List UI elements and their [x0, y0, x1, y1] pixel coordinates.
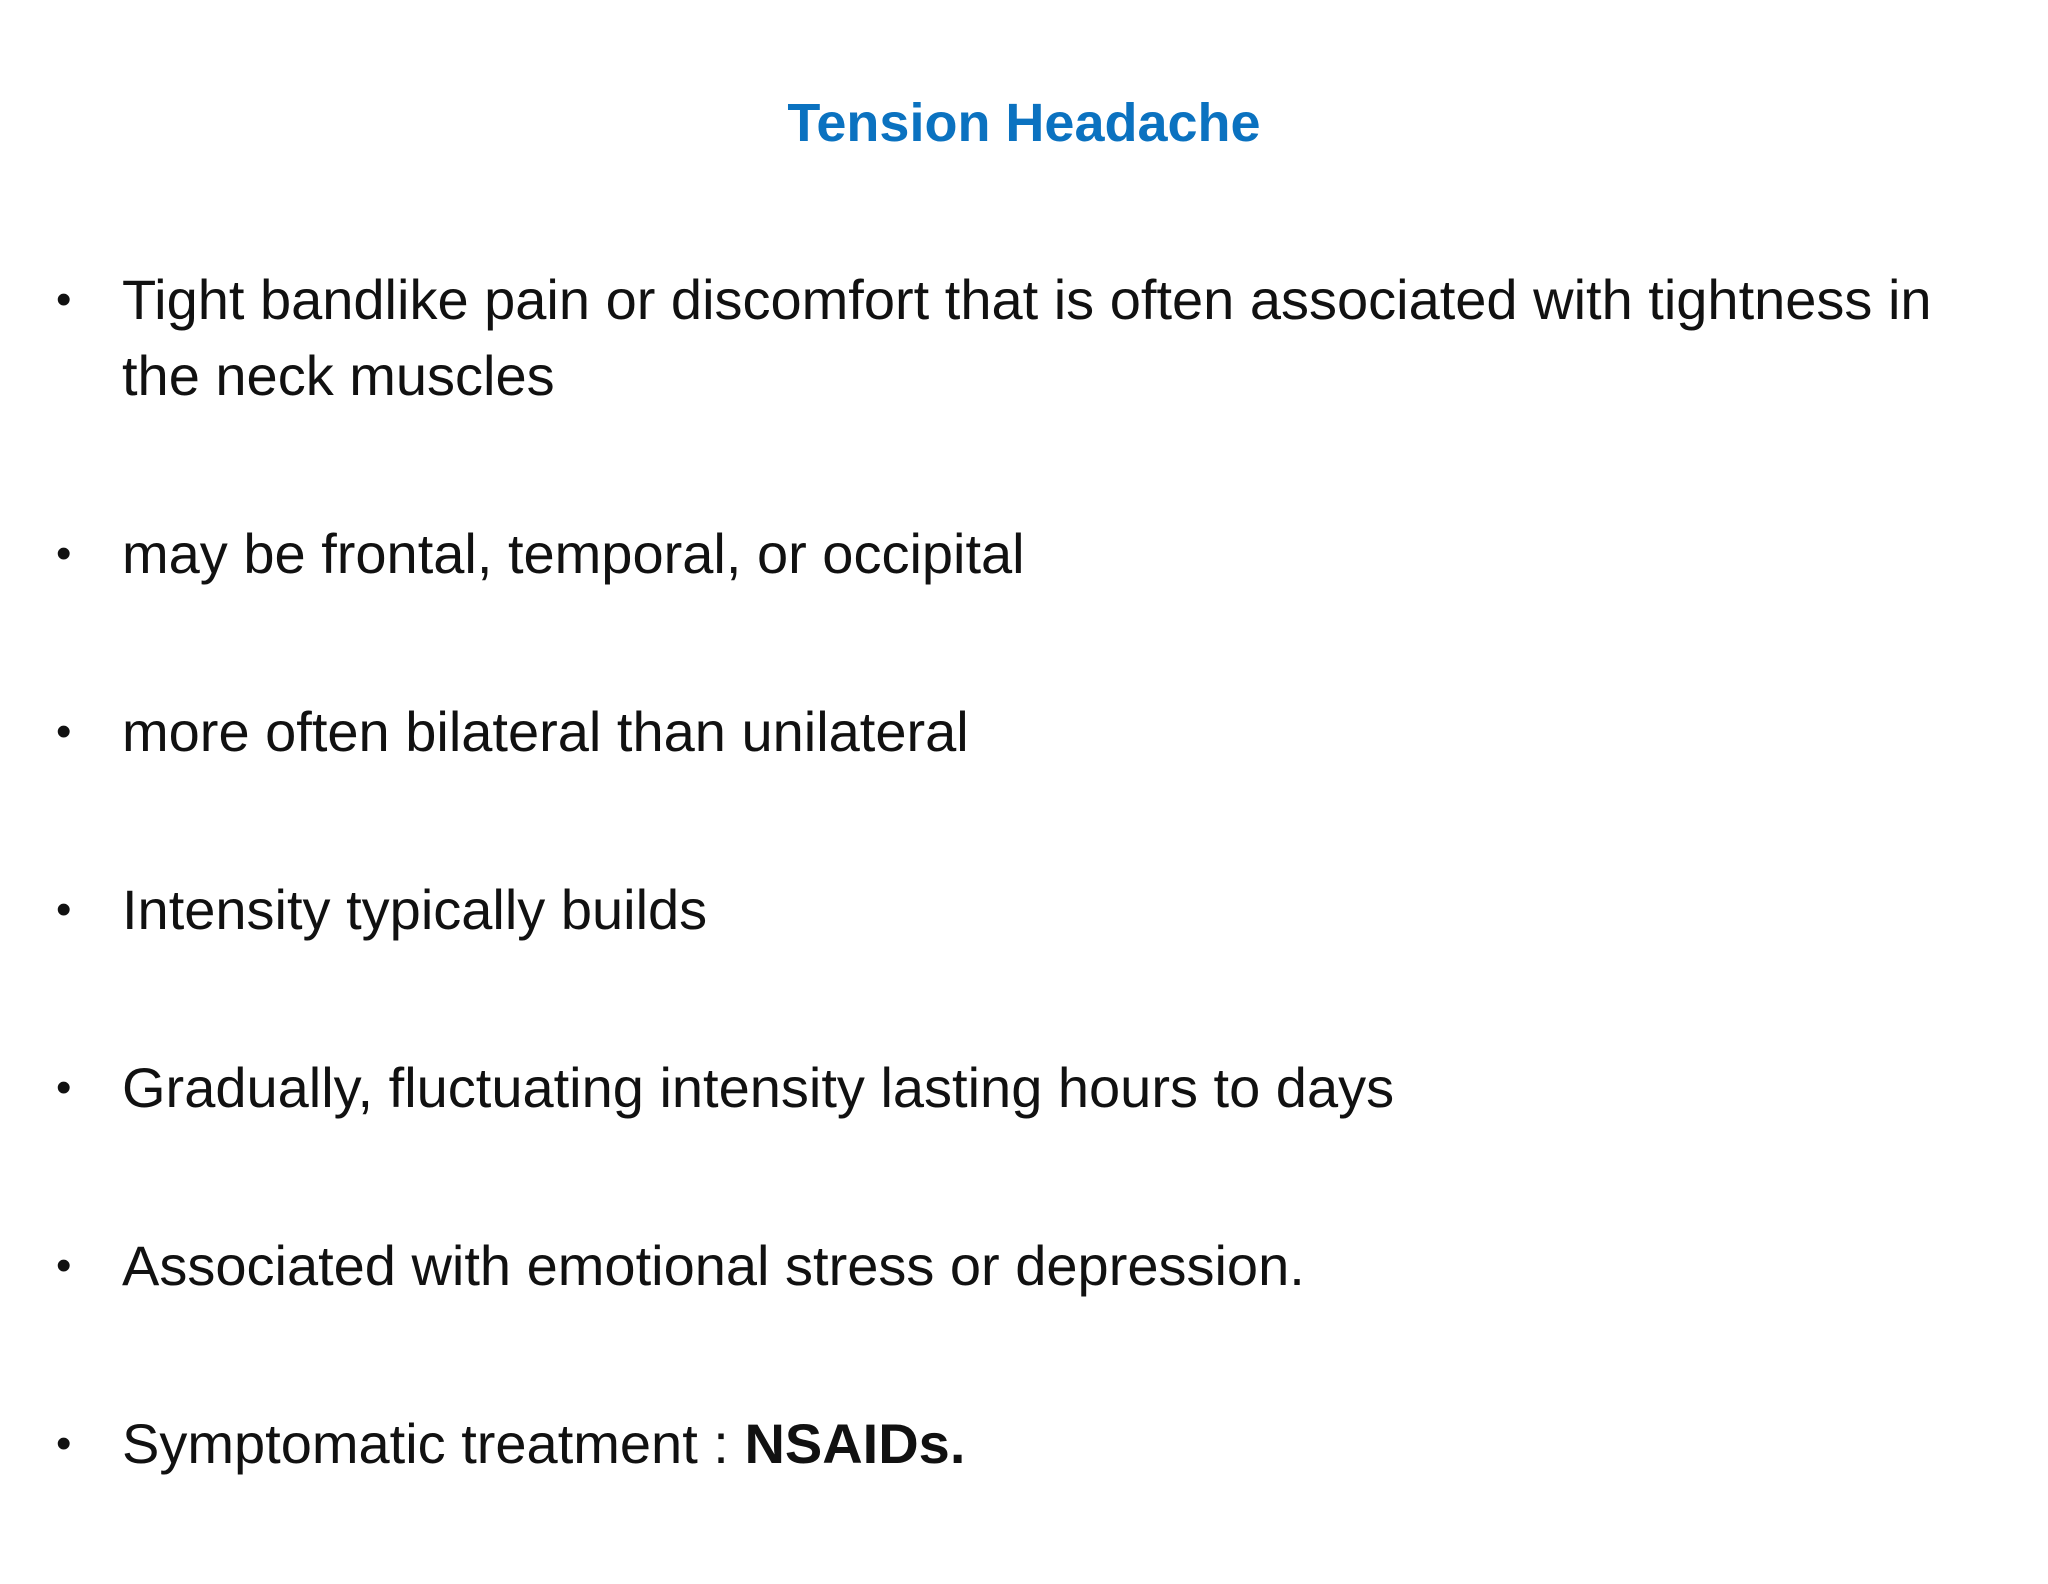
- bullet-text: Symptomatic treatment :: [122, 1412, 745, 1475]
- bullet-icon: •: [56, 707, 72, 756]
- bullet-bold-text: NSAIDs.: [744, 1412, 966, 1475]
- bullet-text: Tight bandlike pain or discomfort that is often associated with tightness in the neck muscles: [122, 268, 1932, 407]
- bullet-item: [52, 1050, 2002, 1126]
- bullet-icon: •: [56, 275, 72, 324]
- bullet-icon: •: [56, 885, 72, 934]
- slide-title: Tension Headache: [787, 93, 1261, 153]
- bullet-text: Associated with emotional stress or depression.: [122, 1234, 1305, 1297]
- bullet-icon: •: [56, 1063, 72, 1112]
- bullet-item: [52, 1406, 2002, 1482]
- bullet-item: [52, 1228, 2002, 1304]
- bullet-text: more often bilateral than unilateral: [122, 700, 969, 763]
- bullet-item: [52, 262, 2002, 414]
- bullet-icon: •: [56, 1419, 72, 1468]
- bullet-list: [52, 262, 2002, 1584]
- bullet-icon: •: [56, 1241, 72, 1290]
- bullet-icon: •: [56, 529, 72, 578]
- bullet-item: [52, 872, 2002, 948]
- bullet-item: [52, 694, 2002, 770]
- bullet-text: Intensity typically builds: [122, 878, 708, 941]
- bullet-text: may be frontal, temporal, or occipital: [122, 522, 1025, 585]
- bullet-text: Gradually, fluctuating intensity lasting hours to days: [122, 1056, 1395, 1119]
- bullet-item: [52, 516, 2002, 592]
